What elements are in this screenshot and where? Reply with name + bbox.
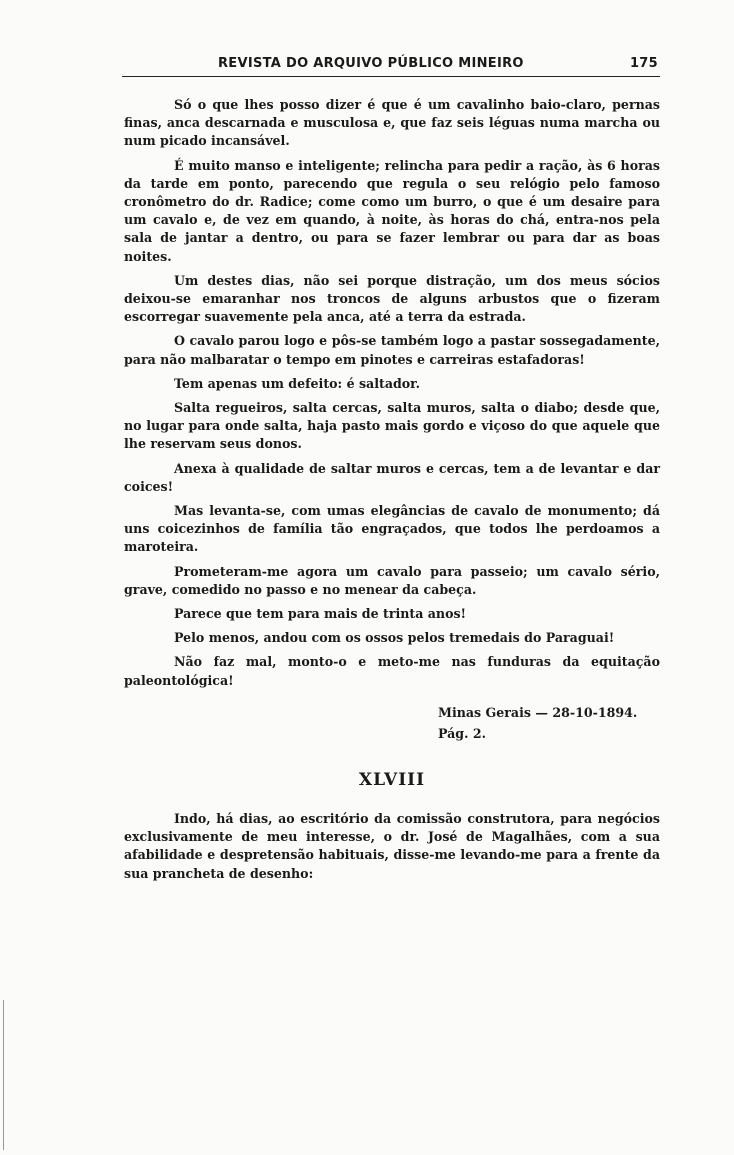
signature-block [438, 702, 660, 744]
paragraph: Indo, há dias, ao escritório da comissão construtora, para negócios exclusivamente de meu interesse, o dr. José de Magalhães, com a sua afabilidade e despretensão habituais, disse-me levando-me para a frente da sua prancheta de desenho: [124, 810, 660, 881]
paragraph: Mas levanta-se, com umas elegâncias de cavalo de monumento; dá uns coicezinhos de família tão engraçados, que todos lhe perdoamos a maroteira. [124, 503, 660, 555]
page-number: 175 [629, 56, 658, 71]
paragraph: Salta regueiros, salta cercas, salta muros, salta o diabo; desde que, no lugar para onde salta, haja pasto mais gordo e viçoso do que aquele que lhe reservam seus donos. [124, 400, 660, 452]
paragraph: Só o que lhes posso dizer é que é um cavalinho baio-claro, pernas finas, anca descarnada e musculosa e, que faz seis léguas numa marcha ou num picado incansável. [124, 97, 660, 149]
paragraph: Tem apenas um defeito: é saltador. [174, 375, 421, 391]
paragraph: Não faz mal, monto-o e meto-me nas funduras da equitação paleontológica! [124, 654, 660, 688]
paragraph: Anexa à qualidade de saltar muros e cercas, tem a de levantar e dar coices! [124, 460, 660, 494]
signature-source-date: Minas Gerais — 28-10-1894. [438, 704, 638, 720]
page-body [124, 96, 660, 889]
paragraph: É muito manso e inteligente; relincha para pedir a ração, às 6 horas da tarde em ponto, parecendo que regula o seu relógio pelo famoso cronômetro do dr. Radice; come como um burro, o que é um desaire para um cavalo e, de vez em quando, à noite, às horas do chá, entra-nos pela sala de jantar a dentro, ou para se fazer lembrar ou para dar as boas noites. [124, 157, 660, 264]
running-header [122, 54, 660, 77]
scan-edge-line [3, 1000, 4, 1150]
signature-page: Pág. 2. [438, 725, 487, 741]
journal-title: REVISTA DO ARQUIVO PÚBLICO MINEIRO [218, 56, 524, 71]
paragraph: Pelo menos, andou com os ossos pelos tremedais do Paraguai! [174, 630, 615, 646]
paragraph: Prometeram-me agora um cavalo para passeio; um cavalo sério, grave, comedido no passo e no menear da cabeça. [124, 563, 660, 597]
paragraph: O cavalo parou logo e pôs-se também logo a pastar sossegadamente, para não malbaratar o tempo em pinotes e carreiras estafadoras! [124, 333, 660, 367]
paragraph: Um destes dias, não sei porque distração, um dos meus sócios deixou-se emaranhar nos troncos de alguns arbustos que o fizeram escorregar suavemente pela anca, até a terra da estrada. [124, 272, 660, 325]
chapter-heading: XLVIII [358, 769, 426, 790]
paragraph: Parece que tem para mais de trinta anos! [174, 606, 467, 622]
